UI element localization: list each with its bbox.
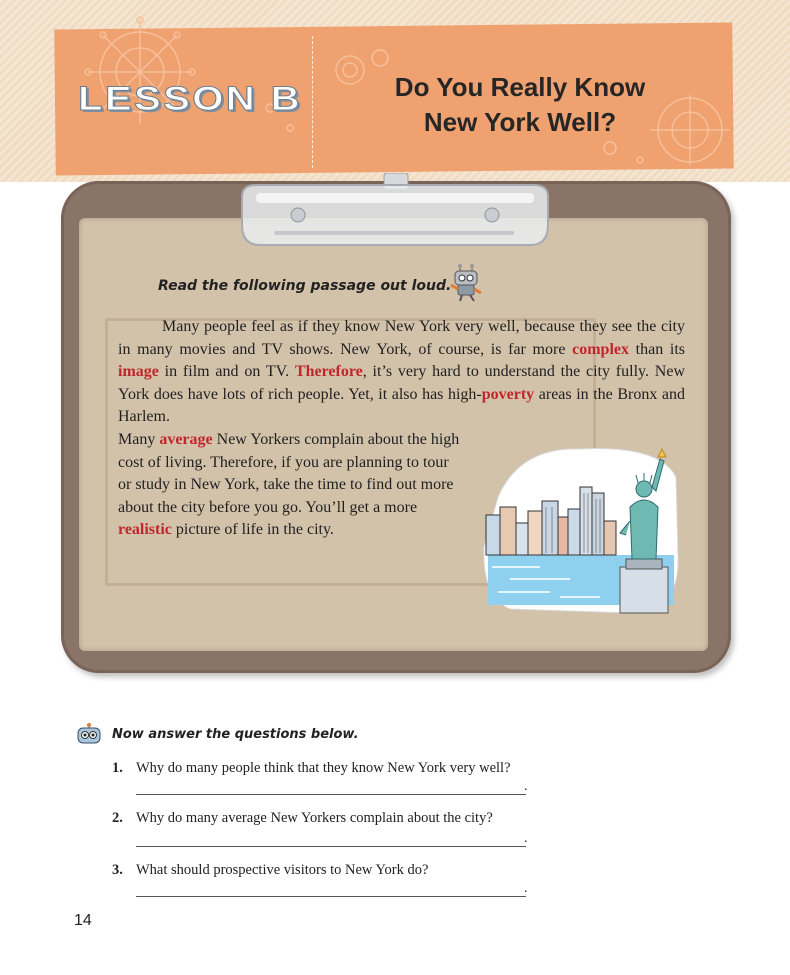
- question-text: What should prospective visitors to New York do?: [136, 862, 429, 878]
- question-number: 2.: [112, 810, 123, 826]
- robot-icon: [448, 262, 484, 302]
- question-3: [112, 862, 428, 879]
- vocabulary-keyword: complex: [572, 340, 629, 358]
- questions-instruction: Now answer the questions below.: [112, 727, 359, 742]
- vocabulary-keyword: realistic: [118, 521, 172, 539]
- vocabulary-keyword: Therefore: [294, 363, 363, 381]
- answer-line-end: .: [524, 831, 528, 846]
- passage-text: in film and on TV.: [158, 363, 295, 381]
- city-skyline-illustration: [480, 437, 680, 617]
- robot-face-icon: [76, 723, 102, 745]
- vocabulary-keyword: poverty: [481, 385, 535, 403]
- answer-line-end: .: [524, 779, 528, 794]
- answer-line-3[interactable]: [136, 896, 526, 897]
- passage-paragraph-1: [118, 316, 685, 429]
- passage-text: Many: [118, 430, 160, 448]
- question-text: Why do many people think that they know New York very well?: [136, 760, 511, 776]
- answer-line-2[interactable]: [136, 846, 526, 847]
- clipboard-clip: [234, 173, 556, 251]
- question-number: 3.: [112, 862, 123, 878]
- question-2: [112, 810, 493, 827]
- passage-text: than its: [628, 340, 685, 358]
- passage-text: , it’s very hard to understand the city fully. New York does have lots of rich people. Yet, it also has high-: [118, 363, 686, 403]
- vocabulary-keyword: average: [159, 430, 213, 448]
- answer-line-1[interactable]: [136, 794, 526, 795]
- question-text: Why do many average New Yorkers complain about the city?: [136, 810, 493, 826]
- question-1: [112, 760, 511, 777]
- question-number: 1.: [112, 760, 123, 776]
- passage-text: picture of life in the city.: [171, 521, 334, 539]
- reading-instruction: Read the following passage out loud.: [158, 278, 452, 294]
- passage-text: Many people feel as if they know New York very well, because they see the city in many movies and TV shows. New York, of course, is far more: [118, 318, 685, 358]
- passage-text: areas in the Bronx and Harlem.: [118, 385, 686, 426]
- title-line-1: Do You Really Know: [394, 72, 646, 102]
- page-title: [330, 70, 710, 140]
- title-line-2: New York Well?: [423, 107, 617, 137]
- passage-paragraph-2: [118, 429, 463, 542]
- passage-text: New Yorkers complain about the high cost of living. Therefore, if you are planning to tour or study in New York, take the time to find out more about the city before you go. You’ll get a more: [118, 430, 460, 516]
- answer-line-end: .: [524, 881, 528, 896]
- page-number: 14: [74, 912, 92, 929]
- vocabulary-keyword: image: [118, 363, 159, 381]
- lesson-label: LESSON B: [78, 80, 302, 118]
